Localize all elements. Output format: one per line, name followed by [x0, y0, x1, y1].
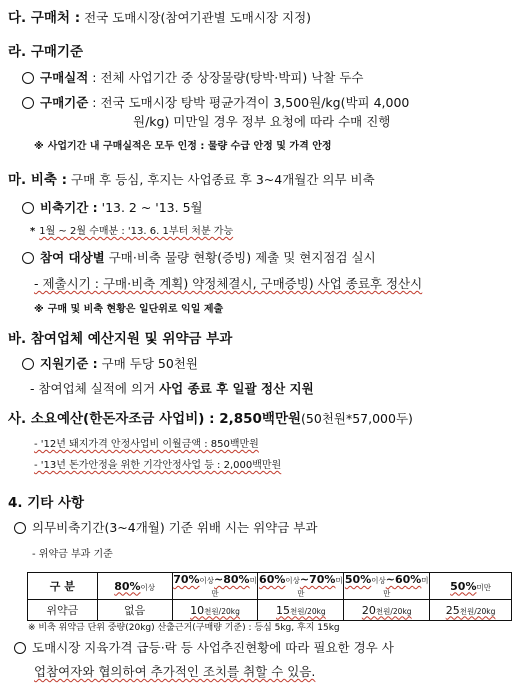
circle-bullet-icon	[22, 97, 34, 109]
table-cell: 25천원/20kg	[430, 600, 512, 621]
sub-text: - 참여업체 실적에 의거	[30, 381, 160, 396]
section-purchase-place	[8, 10, 311, 26]
circle-bullet-icon	[22, 72, 34, 84]
table-header-cell: 60%이상~70%미만	[259, 573, 343, 598]
item-label: 비축기간 :	[40, 200, 98, 215]
purchase-record-item	[22, 70, 364, 86]
note-text: 1월 ~ 2월 수매분 : '13. 6. 1부터 처분 가능	[39, 226, 234, 237]
section-purchase-criteria-heading: 라. 구매기준	[8, 44, 84, 60]
section-heading: 사. 소요예산(한돈자조금 사업비) : 2,850백만원	[8, 411, 302, 427]
item-text: : 전국 도매시장 탕박 평균가격이 3,500원/kg(박피 4,000	[88, 95, 410, 110]
section-stockpile	[8, 172, 375, 188]
item-text: 도매시장 지육가격 급등·락 등 사업추진현황에 따라 필요한 경우 사	[32, 640, 394, 655]
section-text: 구매 후 등심, 후지는 사업종료 후 3~4개월간 의무 비축	[67, 172, 375, 187]
reference-mark-icon: ※	[34, 304, 44, 315]
purchase-standard-item	[22, 95, 409, 111]
table-cell: 15천원/20kg	[258, 600, 344, 621]
table-note: ※ 비축 위약금 단위 중량(20kg) 산출근거(구매량 기준) : 등심 5kg, 후지 15kg	[28, 623, 340, 633]
item-label: 지원기준 :	[40, 356, 98, 371]
settlement-sub	[30, 381, 314, 397]
item-text: 업참여자와 협의하여 추가적인 조치를 취할 수 있음.	[34, 664, 316, 679]
item-label: 구매기준	[40, 95, 89, 110]
circle-bullet-icon	[22, 358, 34, 370]
note-text: 사업기간 내 구매실적은 모두 인정 : 물량 수급 안정 및 가격 안정	[47, 141, 332, 152]
additional-measures-continuation	[34, 664, 315, 680]
circle-bullet-icon	[22, 252, 34, 264]
item-text: 구매 두당 50천원	[97, 356, 198, 371]
circle-bullet-icon	[14, 522, 26, 534]
table-row	[28, 600, 512, 621]
section-heading: 다. 구매처 :	[8, 10, 81, 26]
sub-text: - '13년 돈가안정을 위한 기각안정사업 등 : 2,000백만원	[34, 460, 282, 471]
penalty-sub: - 위약금 부과 기준	[32, 549, 113, 560]
table-cell: 위약금	[28, 600, 98, 621]
table-header-cell: 구 분	[28, 573, 98, 600]
item-text: '13. 2 ~ '13. 5월	[97, 200, 203, 215]
table-header-row	[28, 573, 512, 600]
submission-timing: - 제출시기 : 구매·비축 계획) 약정체결시, 구매증빙) 사업 종료후 정산시	[34, 276, 423, 291]
budget-sub-2012	[34, 437, 259, 453]
stockpile-note	[34, 302, 223, 318]
note-text: 구매 및 비축 현황은 일단위로 익일 제출	[47, 304, 224, 315]
item-text: 구매·비축 물량 현황(증빙) 제출 및 현지점검 실시	[104, 250, 376, 265]
section-text: 전국 도매시장(참여기관별 도매시장 지정)	[80, 10, 312, 25]
budget-sub-2013	[34, 458, 281, 474]
table-cell: 없음	[97, 600, 172, 621]
table-header-cell: 80%이상	[97, 573, 172, 600]
reference-mark-icon: ※	[34, 141, 44, 152]
support-standard-item	[22, 356, 198, 372]
asterisk-icon: *	[30, 226, 36, 237]
table-header-cell: 50%이상~60%미만	[344, 573, 429, 598]
participant-report-item	[22, 250, 376, 266]
item-label: 구매실적	[40, 70, 89, 85]
item-text: : 전체 사업기간 중 상장물량(탕박·박피) 낙찰 두수	[88, 70, 364, 85]
table-header-cell: 70%이상~80%미만	[173, 573, 257, 598]
stockpile-period-item	[22, 200, 203, 216]
item-label: 참여 대상별	[40, 250, 105, 265]
table-header-cell: 50%미만	[430, 573, 512, 600]
section-budget-support-heading: 바. 참여업체 예산지원 및 위약금 부과	[8, 331, 233, 347]
penalty-table	[27, 572, 512, 621]
section-budget	[8, 411, 413, 427]
sub-text: - '12년 돼지가격 안정사업비 이월금액 : 850백만원	[34, 439, 259, 450]
additional-measures-item	[14, 640, 394, 656]
penalty-item	[14, 520, 317, 536]
item-text: 의무비축기간(3~4개월) 기준 위배 시는 위약금 부과	[32, 520, 318, 535]
table-cell: 10천원/20kg	[172, 600, 258, 621]
circle-bullet-icon	[22, 202, 34, 214]
section-other-heading: 4. 기타 사항	[8, 495, 85, 511]
stockpile-period-note	[30, 224, 233, 240]
purchase-standard-continuation: 원/kg) 미만일 경우 정부 요청에 따라 수매 진행	[133, 114, 391, 129]
sub-bold: 사업 종료 후 일괄 정산 지원	[159, 381, 314, 396]
purchase-note	[34, 139, 332, 155]
section-text: (50천원*57,000두)	[301, 411, 413, 426]
circle-bullet-icon	[14, 642, 26, 654]
table-cell: 20천원/20kg	[344, 600, 430, 621]
section-heading: 마. 비축 :	[8, 172, 68, 188]
